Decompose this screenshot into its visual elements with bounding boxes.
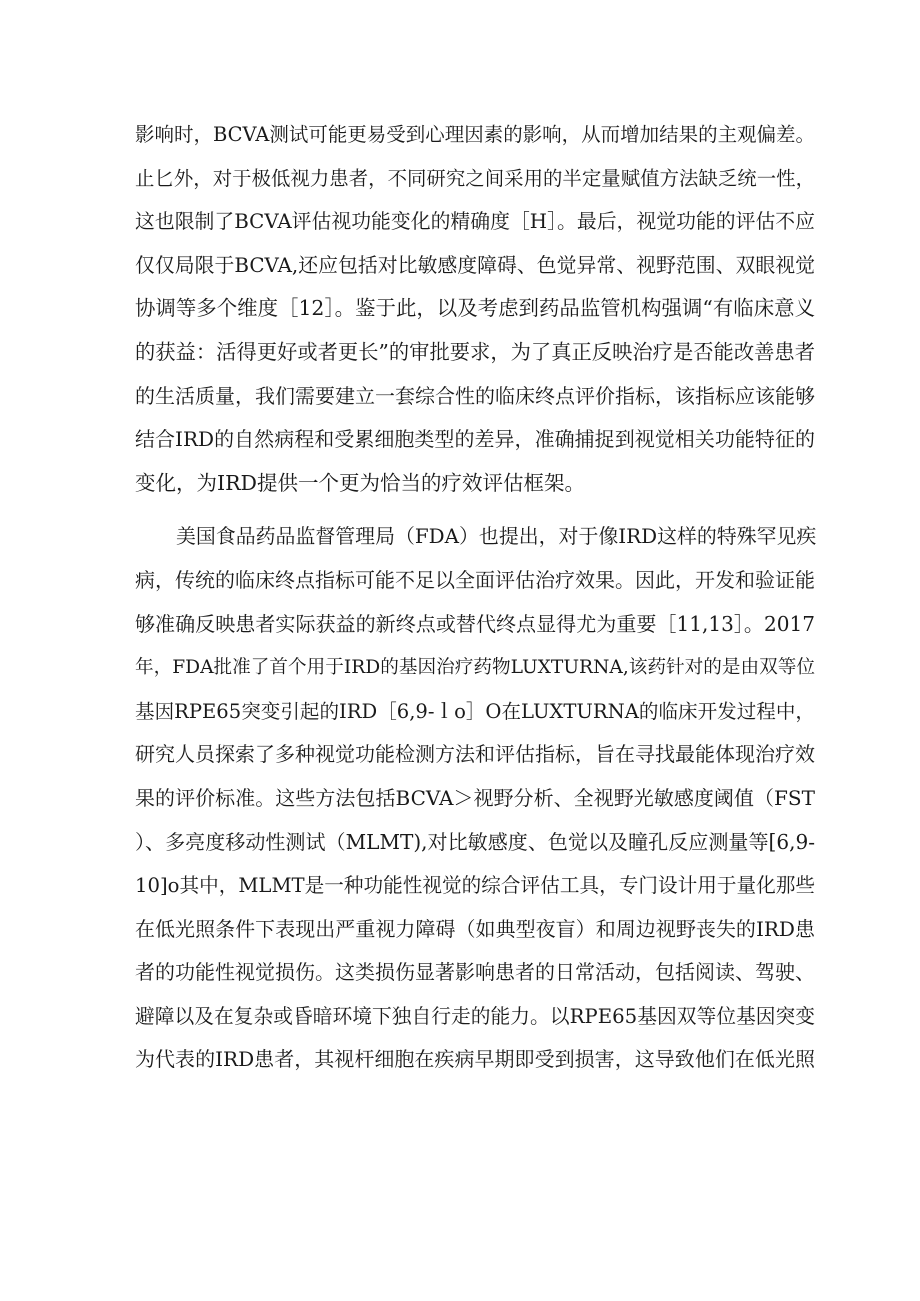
text-line: 止匕外，对于极低视力患者，不同研究之间采用的半定量赋值方法缺乏统一性， — [135, 166, 815, 190]
text-line: 者的功能性视觉损伤。这类损伤显著影响患者的日常活动，包括阅读、驾驶、 — [135, 960, 815, 985]
text-line: 年，FDA批准了首个用于IRD的基因治疗药物LUXTURNA,该药针对的是由双等位 — [135, 657, 815, 679]
text-line: 果的评价标准。这些方法包括BCVA＞视野分析、全视野光敏感度阈值（FST — [135, 785, 815, 810]
text-line: 在低光照条件下表现出严重视力障碍（如典型夜盲）和周边视野丧失的IRD患 — [135, 916, 815, 941]
text-line: 的生活质量，我们需要建立一套综合性的临床终点评价指标，该指标应该能够 — [135, 383, 815, 408]
text-line: 变化，为IRD提供一个更为恰当的疗效评估框架。 — [135, 470, 585, 495]
text-line: 仅仅局限于BCVA,还应包括对比敏感度障碍、色觉异常、视野范围、双眼视觉 — [135, 253, 815, 277]
text-line: 基因RPE65突变引起的IRD［6,9-ｌo］O在LUXTURNA的临床开发过程中， — [135, 699, 815, 723]
text-line: 美国食品药品监督管理局（FDA）也提出，对于像IRD这样的特殊罕见疾 — [176, 525, 817, 549]
text-line: 避障以及在复杂或昏暗环境下独自行走的能力。以RPE65基因双等位基因突变 — [135, 1004, 815, 1028]
paragraph-1 — [135, 113, 815, 505]
text-line: 这也限制了BCVA评估视功能变化的精确度［H］。最后，视觉功能的评估不应 — [135, 210, 815, 234]
text-line: 为代表的IRD患者，其视杆细胞在疾病早期即受到损害，这导致他们在低光照 — [135, 1047, 815, 1072]
text-line: 的获益：活得更好或者更长”的审批要求，为了真正反映治疗是否能改善患者 — [135, 339, 815, 364]
body-text — [135, 113, 815, 1082]
text-line: 研究人员探索了多种视觉功能检测方法和评估指标，旨在寻找最能体现治疗效 — [135, 742, 815, 767]
text-line: ）、多亮度移动性测试（MLMT),对比敏感度、色觉以及瞳孔反应测量等[6,9- — [135, 829, 815, 854]
paragraph-2 — [135, 515, 815, 1082]
paragraph-gap — [135, 505, 815, 515]
text-line: 影响时，BCVA测试可能更易受到心理因素的影响，从而增加结果的主观偏差。 — [135, 123, 815, 146]
text-line: 够准确反映患者实际获益的新终点或替代终点显得尤为重要［11,13］。2017 — [135, 611, 815, 636]
text-line: 协调等多个维度［12］。鉴于此，以及考虑到药品监管机构强调“有临床意义 — [135, 296, 815, 321]
text-line: 病，传统的临床终点指标可能不足以全面评估治疗效果。因此，开发和验证能 — [135, 567, 815, 592]
text-line: 10]o其中，MLMT是一种功能性视觉的综合评估工具，专门设计用于量化那些 — [135, 874, 815, 898]
text-line: 结合IRD的自然病程和受累细胞类型的差异，准确捕捉到视觉相关功能特征的 — [135, 427, 815, 452]
